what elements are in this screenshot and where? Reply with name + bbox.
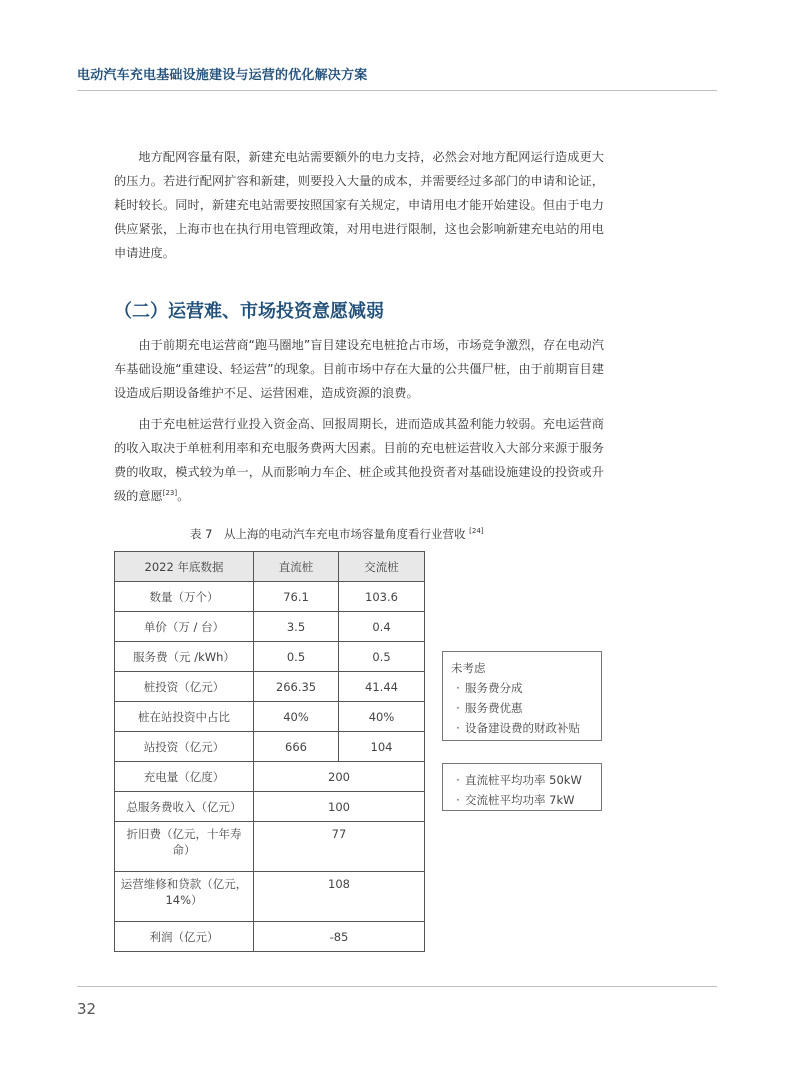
column-header-dc-pile: 直流桩 [254, 552, 339, 582]
table-row [115, 872, 425, 922]
note-list [451, 770, 593, 810]
list-item [451, 678, 593, 698]
note-list [451, 678, 593, 738]
column-header-ac-pile: 交流桩 [339, 552, 425, 582]
row-label: 总服务费收入（亿元） [115, 792, 254, 822]
table-row [115, 922, 425, 952]
table-caption [190, 526, 530, 542]
row-label: 运营维修和贷款（亿元，14%） [115, 872, 254, 922]
table-header-row [115, 552, 425, 582]
ac-value: 0.5 [339, 642, 425, 672]
row-label: 服务费（元 /kWh） [115, 642, 254, 672]
paragraph-profitability [114, 412, 604, 508]
dc-value: 666 [254, 732, 339, 762]
citation-24: [24] [469, 527, 484, 536]
table-row [115, 792, 425, 822]
note-item-text: 服务费优惠 [465, 701, 523, 715]
table-row [115, 822, 425, 872]
dc-value: 266.35 [254, 672, 339, 702]
merged-value: 108 [254, 872, 425, 922]
paragraph-profitability-text: 由于充电桩运营行业投入资金高、回报周期长，进而造成其盈利能力较弱。充电运营商的收入取决于单桩利用率和充电服务费两大因素。目前的充电桩运营收入大部分来源于服务费的收取，模式较为单一，从而影响力车企、桩企或其他投资者对基础设施建设的投资或升级的意愿 [114, 417, 604, 503]
note-header: 未考虑 [451, 661, 486, 675]
note-item-text: 服务费分成 [465, 681, 523, 695]
paragraph-profitability-end: 。 [177, 489, 190, 503]
merged-value: -85 [254, 922, 425, 952]
ac-value: 103.6 [339, 582, 425, 612]
dc-value: 3.5 [254, 612, 339, 642]
list-item [451, 770, 593, 790]
list-item [451, 718, 593, 738]
list-item [451, 790, 593, 810]
row-label: 利润（亿元） [115, 922, 254, 952]
table-row [115, 762, 425, 792]
dc-value: 76.1 [254, 582, 339, 612]
note-item-text: 设备建设费的财政补贴 [465, 721, 580, 735]
merged-value: 100 [254, 792, 425, 822]
bullet: · [456, 721, 460, 735]
row-label: 充电量（亿度） [115, 762, 254, 792]
note-average-power [442, 763, 602, 811]
table-row [115, 672, 425, 702]
page-number: 32 [77, 1000, 97, 1018]
list-item [451, 698, 593, 718]
ac-value: 40% [339, 702, 425, 732]
bullet: · [456, 701, 460, 715]
section-title: （二）运营难、市场投资意愿减弱 [114, 301, 384, 322]
bullet: · [456, 681, 460, 695]
row-label: 桩投资（亿元） [115, 672, 254, 702]
ac-value: 0.4 [339, 612, 425, 642]
paragraph-grid-capacity: 地方配网容量有限，新建充电站需要额外的电力支持，必然会对地方配网运行造成更大的压力。若进行配网扩容和新建，则要投入大量的成本，并需要经过多部门的申请和论证，耗时较长。同时，新建充电站需要按照国家有关规定，申请用电才能开始建设。但由于电力供应紧张，上海市也在执行用电管理政策，对用电进行限制，这也会影响新建充电站的用电申请进度。 [114, 150, 604, 260]
row-label: 站投资（亿元） [115, 732, 254, 762]
table-row [115, 612, 425, 642]
note-not-considered [442, 651, 602, 741]
table-row [115, 732, 425, 762]
table-row [115, 702, 425, 732]
table-row [115, 582, 425, 612]
row-label: 单价（万 / 台） [115, 612, 254, 642]
ac-value: 104 [339, 732, 425, 762]
ac-value: 41.44 [339, 672, 425, 702]
column-header-data-label: 2022 年底数据 [115, 552, 254, 582]
row-label: 数量（万个） [115, 582, 254, 612]
citation-23: [23] [162, 488, 178, 497]
running-title: 电动汽车充电基础设施建设与运营的优化解决方案 [77, 68, 368, 83]
merged-value: 200 [254, 762, 425, 792]
note-item-text: 直流桩平均功率 50kW [465, 773, 582, 787]
footer-divider [77, 986, 717, 987]
table-caption-text: 表 7 从上海的电动汽车充电市场容量角度看行业营收 [190, 527, 466, 541]
revenue-table [114, 551, 425, 952]
paragraph-market-competition: 由于前期充电运营商“跑马圈地”盲目建设充电桩抢占市场，市场竞争激烈，存在电动汽车基础设施“重建设、轻运营”的现象。目前市场中存在大量的公共僵尸桩，由于前期盲目建设造成后期设备维护不足、运营困难，造成资源的浪费。 [114, 338, 604, 400]
bullet: · [456, 773, 460, 787]
merged-value: 77 [254, 822, 425, 872]
row-label: 桩在站投资中占比 [115, 702, 254, 732]
bullet: · [456, 793, 460, 807]
table-row [115, 642, 425, 672]
row-label: 折旧费（亿元，十年寿命） [115, 822, 254, 872]
dc-value: 40% [254, 702, 339, 732]
header-divider [77, 90, 717, 91]
note-item-text: 交流桩平均功率 7kW [465, 793, 575, 807]
dc-value: 0.5 [254, 642, 339, 672]
